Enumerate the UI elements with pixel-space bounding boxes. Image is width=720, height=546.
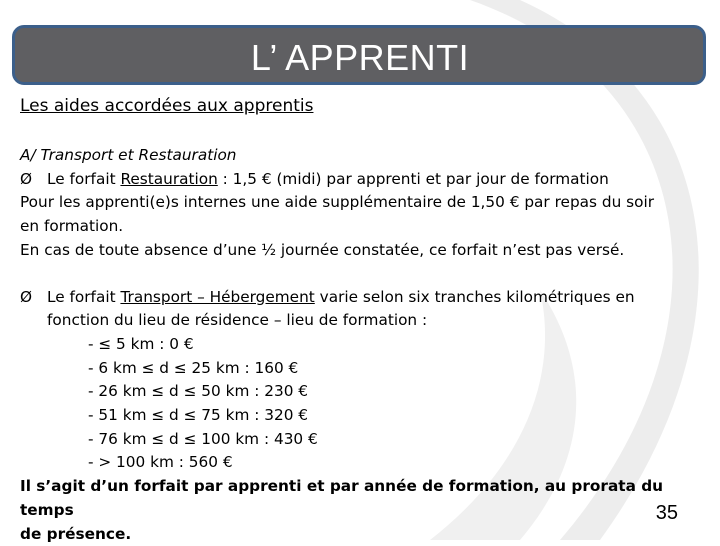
arrow-bullet-icon: Ø xyxy=(20,169,33,188)
conclusion-line-2: de présence. xyxy=(20,524,132,543)
absence-line: En cas de toute absence d’une ½ journée constatée, ce forfait n’est pas versé. xyxy=(20,240,625,259)
slide-content xyxy=(20,92,710,546)
tranche-item: - > 100 km : 560 € xyxy=(88,453,233,472)
bullet-restauration xyxy=(20,168,710,192)
tranche-item: - 51 km ≤ d ≤ 75 km : 320 € xyxy=(88,406,309,425)
subtitle: Les aides accordées aux apprentis xyxy=(20,96,314,116)
arrow-bullet-icon: Ø xyxy=(20,287,33,306)
page-number: 35 xyxy=(655,502,678,524)
tranche-item: - 26 km ≤ d ≤ 50 km : 230 € xyxy=(88,382,309,401)
conclusion-line-1: Il s’agit d’un forfait par apprenti et par année de formation, au prorata du temps xyxy=(20,477,664,519)
restauration-pre: Le forfait xyxy=(47,169,121,188)
tranche-item: - ≤ 5 km : 0 € xyxy=(88,334,194,353)
section-heading: A/ Transport et Restauration xyxy=(20,146,237,164)
slide-title: L’ APPRENTI xyxy=(250,37,470,78)
internes-line-2: en formation. xyxy=(20,217,124,236)
bullet-transport xyxy=(20,286,710,310)
transport-underlined: Transport – Hébergement xyxy=(120,287,315,306)
internes-line-1: Pour les apprenti(e)s internes une aide supplémentaire de 1,50 € par repas du soir xyxy=(20,193,654,212)
transport-post: varie selon six tranches kilométriques en xyxy=(314,287,635,306)
tranche-item: - 6 km ≤ d ≤ 25 km : 160 € xyxy=(88,358,299,377)
transport-line-2: fonction du lieu de résidence – lieu de formation : xyxy=(47,311,428,330)
restauration-underlined: Restauration xyxy=(120,169,218,188)
tranche-item: - 76 km ≤ d ≤ 100 km : 430 € xyxy=(88,429,318,448)
transport-pre: Le forfait xyxy=(47,287,121,306)
restauration-post: : 1,5 € (midi) par apprenti et par jour de formation xyxy=(217,169,609,188)
